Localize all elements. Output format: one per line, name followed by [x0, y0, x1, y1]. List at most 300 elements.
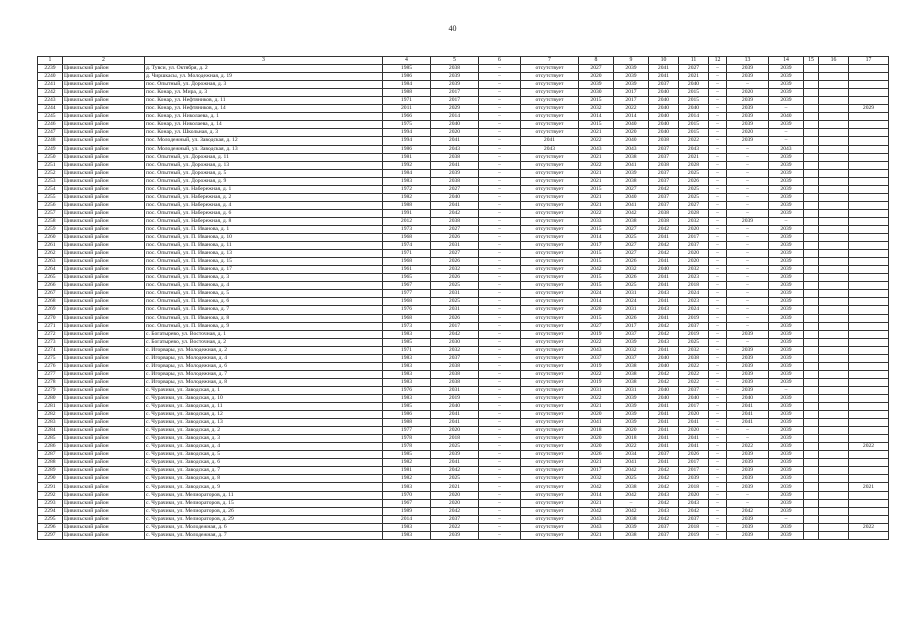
cell-col-17: [849, 193, 889, 201]
cell-col-16: [819, 81, 849, 89]
cell-col-16: [819, 451, 849, 459]
cell-col-6: –: [479, 89, 521, 97]
cell-col-11: 2039: [679, 475, 709, 483]
cell-col-13: –: [727, 209, 769, 217]
cell-address: пос. Конар, ул. Николаева, д. 1: [145, 113, 383, 121]
cell-col-9: 2018: [614, 435, 649, 443]
cell-district: Цивильский район: [63, 250, 145, 258]
cell-col-6: –: [479, 394, 521, 402]
cell-col-7: отсутствует: [521, 419, 579, 427]
cell-address: с. Богатырево, ул. Восточная, д. 2: [145, 338, 383, 346]
cell-col-16: [819, 403, 849, 411]
cell-col-7: отсутствует: [521, 403, 579, 411]
cell-col-11: 2025: [679, 193, 709, 201]
cell-col-10: 2042: [649, 483, 679, 491]
cell-col-9: 2043: [614, 145, 649, 153]
cell-address: пос. Опытный, ул. Набережная, д. 8: [145, 217, 383, 225]
cell-col-11: 2015: [679, 121, 709, 129]
cell-col-16: [819, 145, 849, 153]
cell-col-14: 2039: [769, 242, 804, 250]
cell-col-15: [804, 338, 819, 346]
cell-col-10: 2043: [649, 491, 679, 499]
cell-col-7: 2043: [521, 145, 579, 153]
cell-col-7: отсутствует: [521, 499, 579, 507]
cell-col-6: –: [479, 161, 521, 169]
cell-address: с. Богатырево, ул. Восточная, д. 1: [145, 330, 383, 338]
cell-col-15: [804, 427, 819, 435]
cell-col-13: –: [727, 153, 769, 161]
cell-col-8: 2014: [579, 298, 614, 306]
cell-col-9: 2038: [614, 531, 649, 539]
cell-col-10: 2041: [649, 258, 679, 266]
cell-col-8: 2021: [579, 193, 614, 201]
cell-col-13: –: [727, 161, 769, 169]
cell-row-number: 2261: [38, 242, 63, 250]
cell-col-6: –: [479, 258, 521, 266]
cell-col-12: –: [709, 290, 727, 298]
cell-col-17: [849, 89, 889, 97]
column-number-7: 7: [521, 57, 579, 65]
cell-col-5: 2031: [431, 386, 479, 394]
table-row: [38, 274, 889, 282]
cell-col-6: –: [479, 531, 521, 539]
cell-col-6: –: [479, 330, 521, 338]
cell-commission-year: 1967: [383, 499, 431, 507]
cell-address: пос. Опытный, ул. Дорожная, д. 9: [145, 177, 383, 185]
cell-col-7: отсутствует: [521, 81, 579, 89]
cell-col-6: –: [479, 306, 521, 314]
cell-col-7: отсутствует: [521, 306, 579, 314]
cell-row-number: 2245: [38, 113, 63, 121]
table-row: [38, 370, 889, 378]
cell-col-12: –: [709, 491, 727, 499]
cell-district: Цивильский район: [63, 394, 145, 402]
cell-col-11: 2017: [679, 467, 709, 475]
cell-row-number: 2243: [38, 97, 63, 105]
cell-col-10: 2040: [649, 394, 679, 402]
cell-col-14: 2039: [769, 346, 804, 354]
cell-address: пос. Конар, ул. Николаева, д. 14: [145, 121, 383, 129]
cell-col-8: 2020: [579, 443, 614, 451]
cell-col-16: [819, 483, 849, 491]
cell-col-6: –: [479, 499, 521, 507]
table-row: [38, 209, 889, 217]
cell-row-number: 2251: [38, 161, 63, 169]
cell-district: Цивильский район: [63, 89, 145, 97]
cell-col-8: 2022: [579, 394, 614, 402]
cell-col-14: 2039: [769, 475, 804, 483]
cell-col-11: 2025: [679, 338, 709, 346]
cell-col-12: –: [709, 386, 727, 394]
cell-address: пос. Опытный, ул. Набережная, д. 2: [145, 193, 383, 201]
cell-col-6: –: [479, 242, 521, 250]
cell-col-17: [849, 169, 889, 177]
cell-commission-year: 1983: [383, 523, 431, 531]
cell-commission-year: 1994: [383, 129, 431, 137]
cell-col-7: отсутствует: [521, 225, 579, 233]
cell-col-11: 2018: [679, 282, 709, 290]
cell-col-5: 2038: [431, 378, 479, 386]
cell-col-7: отсутствует: [521, 475, 579, 483]
cell-col-10: 2041: [649, 65, 679, 73]
cell-col-12: –: [709, 250, 727, 258]
cell-col-5: 2032: [431, 266, 479, 274]
table-row: [38, 89, 889, 97]
cell-col-12: –: [709, 153, 727, 161]
cell-commission-year: 1976: [383, 306, 431, 314]
cell-commission-year: 1988: [383, 419, 431, 427]
cell-col-15: [804, 435, 819, 443]
cell-address: пос. Опытный, ул. Дорожная, д. 13: [145, 161, 383, 169]
table-row: [38, 121, 889, 129]
cell-row-number: 2259: [38, 225, 63, 233]
cell-col-13: 2039: [727, 467, 769, 475]
cell-address: с. Чурачики, ул. Заводская, д. 11: [145, 403, 383, 411]
cell-col-15: [804, 217, 819, 225]
cell-col-17: [849, 250, 889, 258]
cell-col-5: 2042: [431, 209, 479, 217]
cell-col-11: 2020: [679, 411, 709, 419]
cell-col-13: 2039: [727, 73, 769, 81]
cell-col-9: 2042: [614, 491, 649, 499]
cell-col-6: –: [479, 145, 521, 153]
cell-col-10: 2042: [649, 242, 679, 250]
cell-row-number: 2255: [38, 193, 63, 201]
cell-col-6: –: [479, 338, 521, 346]
cell-col-8: 2022: [579, 338, 614, 346]
cell-row-number: 2275: [38, 354, 63, 362]
cell-col-9: 2034: [614, 451, 649, 459]
cell-col-5: 2025: [431, 443, 479, 451]
cell-col-10: 2040: [649, 266, 679, 274]
cell-col-5: 2041: [431, 459, 479, 467]
cell-col-10: 2041: [649, 274, 679, 282]
cell-district: Цивильский район: [63, 403, 145, 411]
cell-col-5: 2026: [431, 258, 479, 266]
cell-col-14: 2039: [769, 89, 804, 97]
cell-district: Цивильский район: [63, 306, 145, 314]
cell-col-10: 2038: [649, 217, 679, 225]
cell-row-number: 2240: [38, 73, 63, 81]
cell-col-14: 2039: [769, 523, 804, 531]
table-row: [38, 201, 889, 209]
cell-col-7: отсутствует: [521, 314, 579, 322]
cell-district: Цивильский район: [63, 411, 145, 419]
cell-col-14: –: [769, 137, 804, 145]
cell-col-15: [804, 322, 819, 330]
cell-district: Цивильский район: [63, 201, 145, 209]
cell-col-5: 2025: [431, 298, 479, 306]
cell-col-8: 2021: [579, 403, 614, 411]
cell-row-number: 2286: [38, 443, 63, 451]
cell-col-14: 2039: [769, 507, 804, 515]
cell-col-13: 2039: [727, 97, 769, 105]
cell-address: пос. Опытный, ул. П. Иванова, д. 7: [145, 306, 383, 314]
cell-address: пос. Опытный, ул. П. Иванова, д. 1: [145, 225, 383, 233]
cell-col-17: [849, 97, 889, 105]
cell-col-6: –: [479, 73, 521, 81]
cell-address: пос. Конар, ул. Школьная, д. 3: [145, 129, 383, 137]
cell-col-17: 2029: [849, 105, 889, 113]
cell-col-15: [804, 314, 819, 322]
cell-col-16: [819, 475, 849, 483]
cell-col-7: отсутствует: [521, 298, 579, 306]
cell-col-8: 2015: [579, 274, 614, 282]
cell-col-15: [804, 89, 819, 97]
cell-col-14: 2040: [769, 113, 804, 121]
cell-col-7: отсутствует: [521, 250, 579, 258]
cell-col-16: [819, 531, 849, 539]
cell-col-7: отсутствует: [521, 523, 579, 531]
cell-district: Цивильский район: [63, 113, 145, 121]
cell-col-16: [819, 322, 849, 330]
cell-col-15: [804, 201, 819, 209]
cell-col-9: 2040: [614, 137, 649, 145]
cell-commission-year: 1988: [383, 89, 431, 97]
table-row: [38, 354, 889, 362]
column-number-12: 12: [709, 57, 727, 65]
cell-col-8: 2037: [579, 354, 614, 362]
cell-col-12: –: [709, 282, 727, 290]
cell-col-11: 2040: [679, 394, 709, 402]
cell-col-15: [804, 491, 819, 499]
cell-col-5: 2040: [431, 121, 479, 129]
cell-col-13: 2039: [727, 362, 769, 370]
cell-col-7: отсутствует: [521, 515, 579, 523]
cell-col-7: отсутствует: [521, 209, 579, 217]
cell-col-17: [849, 386, 889, 394]
cell-col-5: 2042: [431, 467, 479, 475]
cell-col-17: [849, 314, 889, 322]
cell-col-15: [804, 121, 819, 129]
column-number-16: 16: [819, 57, 849, 65]
table-row: [38, 177, 889, 185]
cell-col-16: [819, 242, 849, 250]
cell-col-12: –: [709, 73, 727, 81]
cell-col-9: 2039: [614, 403, 649, 411]
cell-col-6: –: [479, 322, 521, 330]
cell-col-10: 2042: [649, 370, 679, 378]
cell-col-6: –: [479, 201, 521, 209]
cell-col-5: 2026: [431, 274, 479, 282]
cell-col-9: 2041: [614, 459, 649, 467]
cell-col-6: –: [479, 193, 521, 201]
cell-col-11: 2020: [679, 258, 709, 266]
cell-col-10: 2041: [649, 403, 679, 411]
cell-col-12: –: [709, 346, 727, 354]
cell-col-14: 2039: [769, 290, 804, 298]
cell-address: пос. Опытный, ул. П. Иванова, д. 17: [145, 266, 383, 274]
cell-col-7: отсутствует: [521, 370, 579, 378]
cell-col-16: [819, 266, 849, 274]
cell-col-12: –: [709, 298, 727, 306]
cell-col-15: [804, 403, 819, 411]
cell-col-17: [849, 65, 889, 73]
cell-col-7: отсутствует: [521, 274, 579, 282]
cell-address: пос. Опытный, ул. П. Иванова, д. 8: [145, 314, 383, 322]
cell-commission-year: 1985: [383, 338, 431, 346]
cell-col-5: 2038: [431, 370, 479, 378]
cell-col-16: [819, 354, 849, 362]
cell-col-15: [804, 411, 819, 419]
cell-commission-year: 1984: [383, 169, 431, 177]
cell-col-5: 2027: [431, 185, 479, 193]
cell-col-11: 2023: [679, 298, 709, 306]
cell-col-7: отсутствует: [521, 346, 579, 354]
cell-col-14: –: [769, 217, 804, 225]
cell-col-12: –: [709, 266, 727, 274]
cell-col-10: 2041: [649, 298, 679, 306]
cell-address: с. Чурачики, ул. Заводская, д. 3: [145, 435, 383, 443]
cell-col-17: [849, 266, 889, 274]
cell-col-11: 2027: [679, 65, 709, 73]
cell-col-11: 2037: [679, 515, 709, 523]
cell-commission-year: 1977: [383, 427, 431, 435]
cell-col-10: 2042: [649, 250, 679, 258]
cell-col-10: 2041: [649, 282, 679, 290]
cell-col-6: –: [479, 250, 521, 258]
cell-col-11: 2032: [679, 346, 709, 354]
cell-col-8: 2021: [579, 177, 614, 185]
cell-col-6: –: [479, 290, 521, 298]
cell-commission-year: 1978: [383, 443, 431, 451]
cell-col-13: 2041: [727, 403, 769, 411]
cell-address: с. Чурачики, ул. Мелиораторов, д. 15: [145, 499, 383, 507]
cell-col-17: [849, 201, 889, 209]
cell-col-8: 2027: [579, 65, 614, 73]
cell-col-8: 2015: [579, 225, 614, 233]
cell-district: Цивильский район: [63, 427, 145, 435]
cell-col-5: 2038: [431, 65, 479, 73]
column-number-4: 4: [383, 57, 431, 65]
table-row: [38, 362, 889, 370]
cell-col-7: отсутствует: [521, 491, 579, 499]
cell-col-5: 2039: [431, 531, 479, 539]
cell-col-13: 2020: [727, 89, 769, 97]
cell-col-15: [804, 443, 819, 451]
cell-col-12: –: [709, 306, 727, 314]
cell-col-15: [804, 467, 819, 475]
cell-col-16: [819, 427, 849, 435]
cell-col-9: 2038: [614, 153, 649, 161]
cell-col-16: [819, 234, 849, 242]
cell-col-5: 2020: [431, 129, 479, 137]
cell-col-9: 2040: [614, 193, 649, 201]
cell-district: Цивильский район: [63, 177, 145, 185]
cell-col-15: [804, 250, 819, 258]
cell-col-14: 2039: [769, 266, 804, 274]
cell-col-11: 2018: [679, 523, 709, 531]
table-row: [38, 250, 889, 258]
cell-col-10: 2041: [649, 234, 679, 242]
cell-col-9: 2025: [614, 234, 649, 242]
cell-col-10: 2037: [649, 193, 679, 201]
cell-col-16: [819, 419, 849, 427]
cell-col-6: –: [479, 411, 521, 419]
cell-col-16: [819, 169, 849, 177]
cell-col-8: 2014: [579, 113, 614, 121]
cell-row-number: 2296: [38, 523, 63, 531]
cell-col-10: 2042: [649, 475, 679, 483]
cell-col-9: 2031: [614, 290, 649, 298]
cell-col-11: 2017: [679, 403, 709, 411]
cell-col-17: [849, 153, 889, 161]
cell-col-12: –: [709, 459, 727, 467]
cell-address: пос. Опытный, ул. Дорожная, д. 11: [145, 153, 383, 161]
cell-col-9: 2017: [614, 322, 649, 330]
cell-col-15: [804, 177, 819, 185]
cell-col-8: 2015: [579, 121, 614, 129]
cell-col-9: 2032: [614, 346, 649, 354]
cell-col-17: [849, 322, 889, 330]
cell-commission-year: 1966: [383, 113, 431, 121]
cell-address: д. Тувси, ул. Октября, д. 2: [145, 65, 383, 73]
cell-col-14: 2039: [769, 274, 804, 282]
cell-district: Цивильский район: [63, 475, 145, 483]
cell-col-17: [849, 282, 889, 290]
cell-col-11: 2042: [679, 507, 709, 515]
cell-col-14: 2039: [769, 354, 804, 362]
cell-col-13: 2039: [727, 370, 769, 378]
cell-col-8: 2031: [579, 386, 614, 394]
cell-col-6: –: [479, 507, 521, 515]
cell-district: Цивильский район: [63, 225, 145, 233]
cell-col-7: отсутствует: [521, 266, 579, 274]
cell-district: Цивильский район: [63, 274, 145, 282]
cell-col-5: 2038: [431, 153, 479, 161]
cell-row-number: 2254: [38, 185, 63, 193]
cell-col-6: –: [479, 443, 521, 451]
cell-district: Цивильский район: [63, 193, 145, 201]
cell-col-12: –: [709, 201, 727, 209]
cell-district: Цивильский район: [63, 282, 145, 290]
cell-col-11: 2018: [679, 483, 709, 491]
cell-col-14: 2039: [769, 250, 804, 258]
cell-col-13: 2041: [727, 419, 769, 427]
cell-col-10: 2037: [649, 177, 679, 185]
cell-row-number: 2294: [38, 507, 63, 515]
cell-col-11: 2019: [679, 330, 709, 338]
cell-district: Цивильский район: [63, 217, 145, 225]
cell-col-15: [804, 378, 819, 386]
cell-col-11: 2020: [679, 250, 709, 258]
cell-col-14: 2039: [769, 338, 804, 346]
cell-district: Цивильский район: [63, 378, 145, 386]
cell-col-8: 2021: [579, 531, 614, 539]
cell-col-16: [819, 362, 849, 370]
cell-col-5: 2029: [431, 105, 479, 113]
cell-district: Цивильский район: [63, 81, 145, 89]
cell-col-11: 2022: [679, 137, 709, 145]
cell-address: пос. Опытный, ул. П. Иванова, д. 6: [145, 298, 383, 306]
cell-col-13: –: [727, 266, 769, 274]
cell-commission-year: 1973: [383, 322, 431, 330]
cell-col-9: 2038: [614, 217, 649, 225]
cell-col-15: [804, 81, 819, 89]
cell-district: Цивильский район: [63, 65, 145, 73]
cell-commission-year: 1974: [383, 242, 431, 250]
cell-col-8: 2033: [579, 217, 614, 225]
cell-row-number: 2244: [38, 105, 63, 113]
cell-col-15: [804, 225, 819, 233]
cell-commission-year: 1965: [383, 274, 431, 282]
table-row: [38, 322, 889, 330]
cell-col-6: –: [479, 105, 521, 113]
cell-col-17: [849, 217, 889, 225]
cell-col-14: 2039: [769, 435, 804, 443]
table-row: [38, 515, 889, 523]
column-number-11: 11: [679, 57, 709, 65]
